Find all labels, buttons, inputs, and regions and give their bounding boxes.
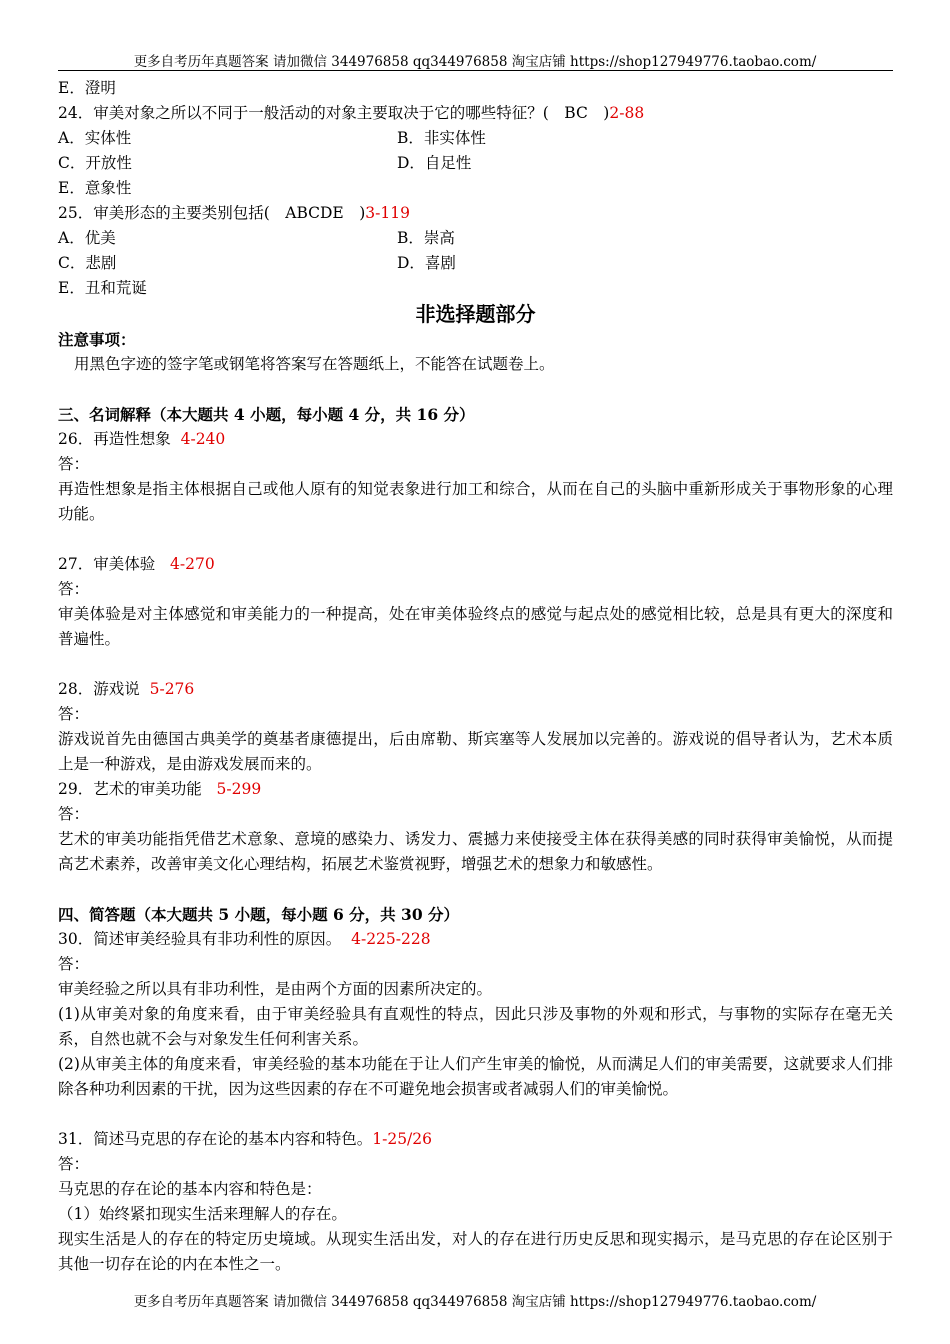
q29-answer: 艺术的审美功能指凭借艺术意象、意境的感染力、诱发力、震撼力来使接受主体在获得美感的同时获得审美愉悦，从而提高艺术素养，改善审美文化心理结构，拓展艺术鉴赏视野，增强艺术的想象力和敏感性。 (58, 830, 893, 873)
option-e: E．意象性 (58, 179, 132, 197)
spacer (58, 877, 893, 902)
answer-label: 答： (58, 455, 90, 473)
part4-title: 四、简答题（本大题共 5 小题，每小题 6 分，共 30 分） (58, 905, 460, 924)
q27-stem (58, 552, 893, 577)
spacer (58, 1102, 893, 1127)
answer-label: 答： (58, 955, 90, 973)
page-reference: 2-88 (609, 104, 645, 122)
spacer (58, 377, 893, 402)
part3-title: 三、名词解释（本大题共 4 小题，每小题 4 分，共 16 分） (58, 405, 475, 424)
question-text: 31．简述马克思的存在论的基本内容和特色。 (58, 1130, 373, 1148)
q31-point-1-title: （1）始终紧扣现实生活来理解人的存在。 (58, 1205, 347, 1223)
option-a: A．优美 (58, 229, 116, 247)
q24-options-ab (58, 126, 893, 151)
q29-stem (58, 777, 893, 802)
answer-label: 答： (58, 1155, 90, 1173)
q25-options-ab (58, 226, 893, 251)
q30-point-1: (1)从审美对象的角度来看，由于审美经验具有直观性的特点，因此只涉及事物的外观和形式，与事物的实际存在毫无关系，自然也就不会与对象发生任何利害关系。 (58, 1005, 893, 1048)
notice-title: 注意事项： (58, 330, 136, 349)
page-reference: 1-25/26 (372, 1130, 433, 1148)
spacer (58, 527, 893, 552)
q24-stem (58, 101, 893, 126)
question-text: 26．再造性想象 (58, 430, 171, 448)
question-text: 25．审美形态的主要类别包括( ABCDE ) (58, 204, 366, 222)
page-reference: 5-276 (149, 680, 195, 698)
option-c: C．悲剧 (58, 254, 117, 272)
q25-stem (58, 201, 893, 226)
q27-answer: 审美体验是对主体感觉和审美能力的一种提高，处在审美体验终点的感觉与起点处的感觉相比较，总是具有更大的深度和普遍性。 (58, 605, 893, 648)
page-reference: 4-225-228 (351, 930, 431, 948)
q28-answer: 游戏说首先由德国古典美学的奠基者康德提出，后由席勒、斯宾塞等人发展加以完善的。游戏说的倡导者认为，艺术本质上是一种游戏，是由游戏发展而来的。 (58, 730, 893, 773)
option-d: D．喜剧 (397, 254, 456, 272)
q26-stem (58, 427, 893, 452)
answer-label: 答： (58, 580, 90, 598)
page-header: 更多自考历年真题答案 请加微信 344976858 qq344976858 淘宝店铺 https://shop127949776.taobao.com/ (133, 54, 817, 70)
q30-point-2: (2)从审美主体的角度来看，审美经验的基本功能在于让人们产生审美的愉悦，从而满足人们的审美需要，这就要求人们排除各种功利因素的干扰，因为这些因素的存在不可避免地会损害或者减弱人们的审美愉悦。 (58, 1055, 893, 1098)
option-b: B．崇高 (397, 229, 455, 247)
q24-options-cd (58, 151, 893, 176)
q23-option-e: E．澄明 (58, 79, 116, 97)
q31-answer-intro: 马克思的存在论的基本内容和特色是： (58, 1180, 322, 1198)
question-text: 28．游戏说 (58, 680, 140, 698)
question-text: 27．审美体验 (58, 555, 156, 573)
header-divider (58, 70, 893, 71)
page-reference: 5-299 (216, 780, 262, 798)
q25-options-cd (58, 251, 893, 276)
option-e: E．丑和荒诞 (58, 279, 147, 297)
q28-stem (58, 677, 893, 702)
document-body (58, 76, 893, 1277)
spacer (58, 652, 893, 677)
section-title: 非选择题部分 (415, 302, 536, 326)
question-text: 24．审美对象之所以不同于一般活动的对象主要取决于它的哪些特征？( BC ) (58, 104, 610, 122)
question-text: 29．艺术的审美功能 (58, 780, 202, 798)
option-d: D．自足性 (397, 154, 472, 172)
option-b: B．非实体性 (397, 129, 486, 147)
q26-answer: 再造性想象是指主体根据自己或他人原有的知觉表象进行加工和综合，从而在自己的头脑中重新形成关于事物形象的心理功能。 (58, 480, 893, 523)
page-reference: 4-270 (170, 555, 215, 573)
notice-text: 用黑色字迹的签字笔或钢笔将答案写在答题纸上，不能答在试题卷上。 (74, 355, 555, 373)
answer-label: 答： (58, 805, 90, 823)
q30-answer-intro: 审美经验之所以具有非功利性，是由两个方面的因素所决定的。 (58, 980, 493, 998)
q31-stem (58, 1127, 893, 1152)
option-a: A．实体性 (58, 129, 132, 147)
question-text: 30．简述审美经验具有非功利性的原因。 (58, 930, 342, 948)
answer-label: 答： (58, 705, 90, 723)
q30-stem (58, 927, 893, 952)
page-reference: 4-240 (180, 430, 226, 448)
page-footer: 更多自考历年真题答案 请加微信 344976858 qq344976858 淘宝店铺 https://shop127949776.taobao.com/ (133, 1294, 817, 1310)
page-reference: 3-119 (365, 204, 410, 222)
option-c: C．开放性 (58, 154, 132, 172)
q31-point-1-text: 现实生活是人的存在的特定历史境域。从现实生活出发，对人的存在进行历史反思和现实揭示，是马克思的存在论区别于其他一切存在论的内在本性之一。 (58, 1230, 893, 1273)
